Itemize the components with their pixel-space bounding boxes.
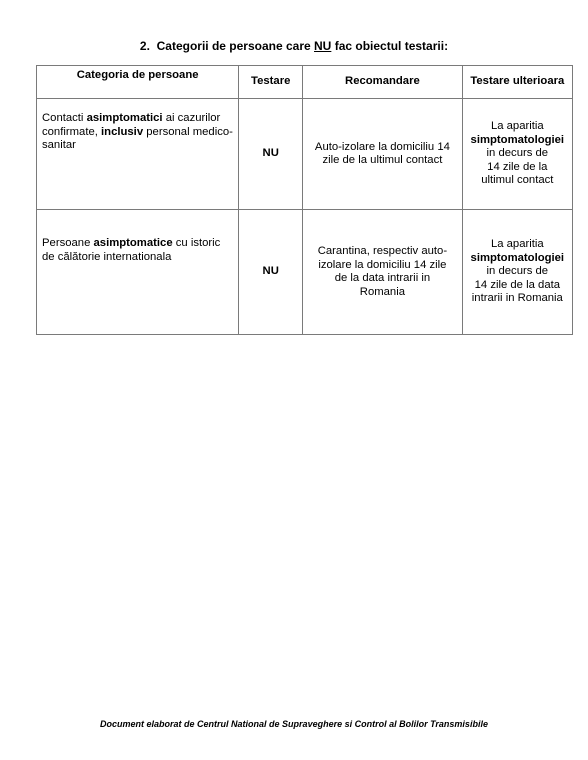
table-row: [37, 99, 573, 210]
heading-number: 2.: [139, 39, 150, 53]
table-row: [37, 210, 573, 335]
header-recommendation: Recomandare: [303, 66, 462, 99]
recommendation-cell: Auto-izolare la domiciliu 14 zile de la ultimul contact: [303, 99, 462, 210]
later-testing-cell: La aparitia simptomatologiei in decurs de 14 zile de la data intrarii in Romania: [462, 210, 572, 335]
heading-text-start: Categorii de persoane care: [156, 39, 311, 53]
header-category: Categoria de persoane: [37, 66, 239, 99]
recommendation-cell: Carantina, respectiv auto-izolare la domiciliu 14 zile de la data intrarii in Romania: [303, 210, 462, 335]
later-testing-cell: La aparitia simptomatologiei in decurs de 14 zile de la ultimul contact: [462, 99, 572, 210]
heading-text-end: fac obiectul testarii:: [334, 39, 449, 53]
header-later-testing: Testare ulterioara: [462, 66, 572, 99]
testing-cell: NU: [239, 99, 303, 210]
section-heading: [0, 39, 588, 53]
document-footer: Document elaborat de Centrul National de Supraveghere si Control al Bolilor Transmisibile: [100, 719, 488, 729]
heading-emphasis: NU: [314, 39, 332, 53]
testing-cell: NU: [239, 210, 303, 335]
table-header-row: [37, 66, 573, 99]
category-cell: Persoane asimptomatice cu istoric de călătorie internationala: [37, 210, 239, 335]
header-testing: Testare: [239, 66, 303, 99]
categories-table: [36, 65, 573, 335]
category-cell: Contacti asimptomatici ai cazurilor confirmate, inclusiv personal medico-sanitar: [37, 99, 239, 210]
